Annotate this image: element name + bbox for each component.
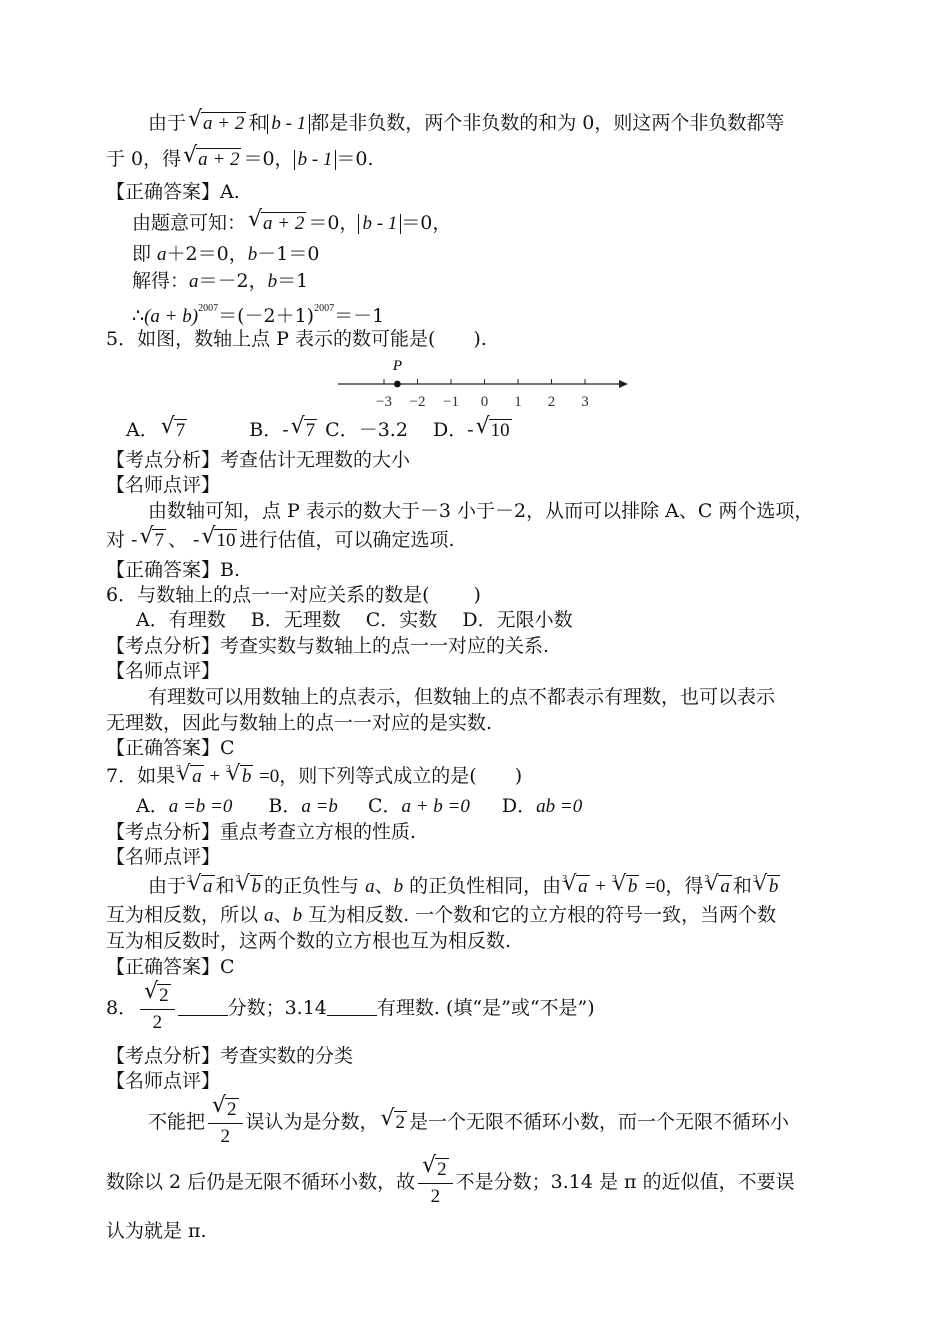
answer-7: 【正确答案】C — [106, 956, 235, 978]
review-text: 不能把 √ $\frac{2}{2}$ 误认为是分数，√ 2 是一个无限不循环小数，而一个无限不循环小 — [148, 1096, 789, 1150]
review-heading-7: 【名师点评】 — [106, 846, 221, 868]
sqrt-expression: √ a + 2 — [183, 146, 241, 173]
point-p-label: P — [392, 358, 402, 374]
text-line: 于 0，得√ a + 2 ＝0， b - 1 ＝0. — [106, 146, 374, 173]
tick-label: −2 — [409, 394, 426, 410]
review-text: 数除以 2 后仍是无限不循环小数，故 √ $\frac{2}{2}$ 不是分数；3.14 是 π 的近似值，不要误 — [106, 1156, 795, 1210]
analysis-8: 【考点分析】考查实数的分类 — [106, 1045, 354, 1067]
absolute-value: b - 1 — [294, 150, 337, 170]
answer-5: 【正确答案】B. — [106, 559, 241, 581]
question-8: 8． √ $\frac{2}{2}$ 分数；3.14 有理数. (填“是”或“不是”) — [106, 982, 595, 1036]
tick-label: −3 — [376, 394, 392, 410]
analysis-6: 【考点分析】考查实数与数轴上的点一一对应的关系. — [106, 635, 550, 657]
analysis-7: 【考点分析】重点考查立方根的性质. — [106, 821, 417, 843]
answer-6: 【正确答案】C — [106, 737, 235, 759]
options-7: A．a =b =0 B．a =b C．a + b =0 D．ab =0 — [136, 795, 583, 817]
review-text: 认为就是 π. — [106, 1220, 207, 1242]
tick-label: 0 — [480, 394, 489, 410]
solution-line: ∴(a + $b)^{2007}=(-2+1)^{2007}=-1$ — [132, 303, 385, 327]
review-text: 有理数可以用数轴上的点表示，但数轴上的点不都表示有理数，也可以表示 — [148, 686, 776, 708]
text-line: 由于√ a + 2 和 b - 1 都是非负数，两个非负数的和为 0，则这两个非负数都等 — [148, 110, 784, 137]
options-6: A．有理数 B．无理数 C．实数 D．无限小数 — [136, 609, 573, 631]
fill-blank[interactable] — [178, 997, 228, 1016]
sqrt-expression: √ a + 2 — [248, 210, 306, 237]
point-p-marker — [394, 381, 401, 388]
review-text: 对 -√ 7 、 -√ 10 进行估值，可以确定选项. — [106, 527, 454, 554]
arrow-head-icon — [619, 380, 628, 388]
tick-label: 1 — [514, 394, 522, 410]
review-text: 互为相反数时，这两个数的立方根也互为相反数. — [106, 930, 512, 952]
absolute-value: b - 1 — [267, 114, 310, 134]
review-text: 由于 √ 3 a 和 √ 3 b 的正负性与 a、b 的正负性相同，由 √ 3 a + √ 3 b =0，得 √ 3 a 和 √ 3 b — [148, 873, 781, 900]
fill-blank[interactable] — [327, 997, 377, 1016]
review-text: 互为相反数，所以 a、b 互为相反数. 一个数和它的立方根的符号一致，当两个数 — [106, 904, 777, 926]
fraction: √ $\frac{2}{2}$ — [208, 1096, 243, 1150]
review-text: 无理数，因此与数轴上的点一一对应的是实数. — [106, 712, 493, 734]
solution-line: 由题意可知：√ a + 2 ＝0， b - 1 ＝0， — [132, 210, 451, 237]
fraction: √ $\frac{2}{2}$ — [418, 1156, 453, 1210]
tick-label: 2 — [547, 394, 556, 410]
solution-line: 即 a＋2＝0，b－1＝0 — [132, 243, 320, 265]
answer-line: 【正确答案】A. — [106, 181, 240, 203]
fraction: √ $\frac{2}{2}$ — [140, 982, 175, 1036]
analysis-5: 【考点分析】考查估计无理数的大小 — [106, 449, 411, 471]
review-heading-8: 【名师点评】 — [106, 1070, 221, 1092]
review-heading-5: 【名师点评】 — [106, 474, 221, 496]
question-6: 6．与数轴上的点一一对应关系的数是( ) — [106, 584, 481, 606]
review-text: 由数轴可知，点 P 表示的数大于－3 小于－2，从而可以排除 A、C 两个选项， — [148, 500, 814, 522]
tick-label: −1 — [443, 394, 459, 410]
tick-label: 3 — [581, 394, 589, 410]
review-heading-6: 【名师点评】 — [106, 660, 221, 682]
number-line-figure — [330, 350, 640, 412]
sqrt-expression: √ a + 2 — [188, 110, 246, 137]
options-5: A．√ 7 B．-√ 7 C．－3.2 D．-√ 10 — [126, 417, 514, 444]
question-7: 7．如果 √ 3 a + √ 3 b =0，则下列等式成立的是( ) — [106, 763, 522, 790]
solution-line: 解得：a＝－2，b＝1 — [132, 270, 309, 292]
absolute-value: b - 1 — [358, 214, 401, 234]
question-5: 5．如图，数轴上点 P 表示的数可能是( ). — [106, 328, 487, 350]
